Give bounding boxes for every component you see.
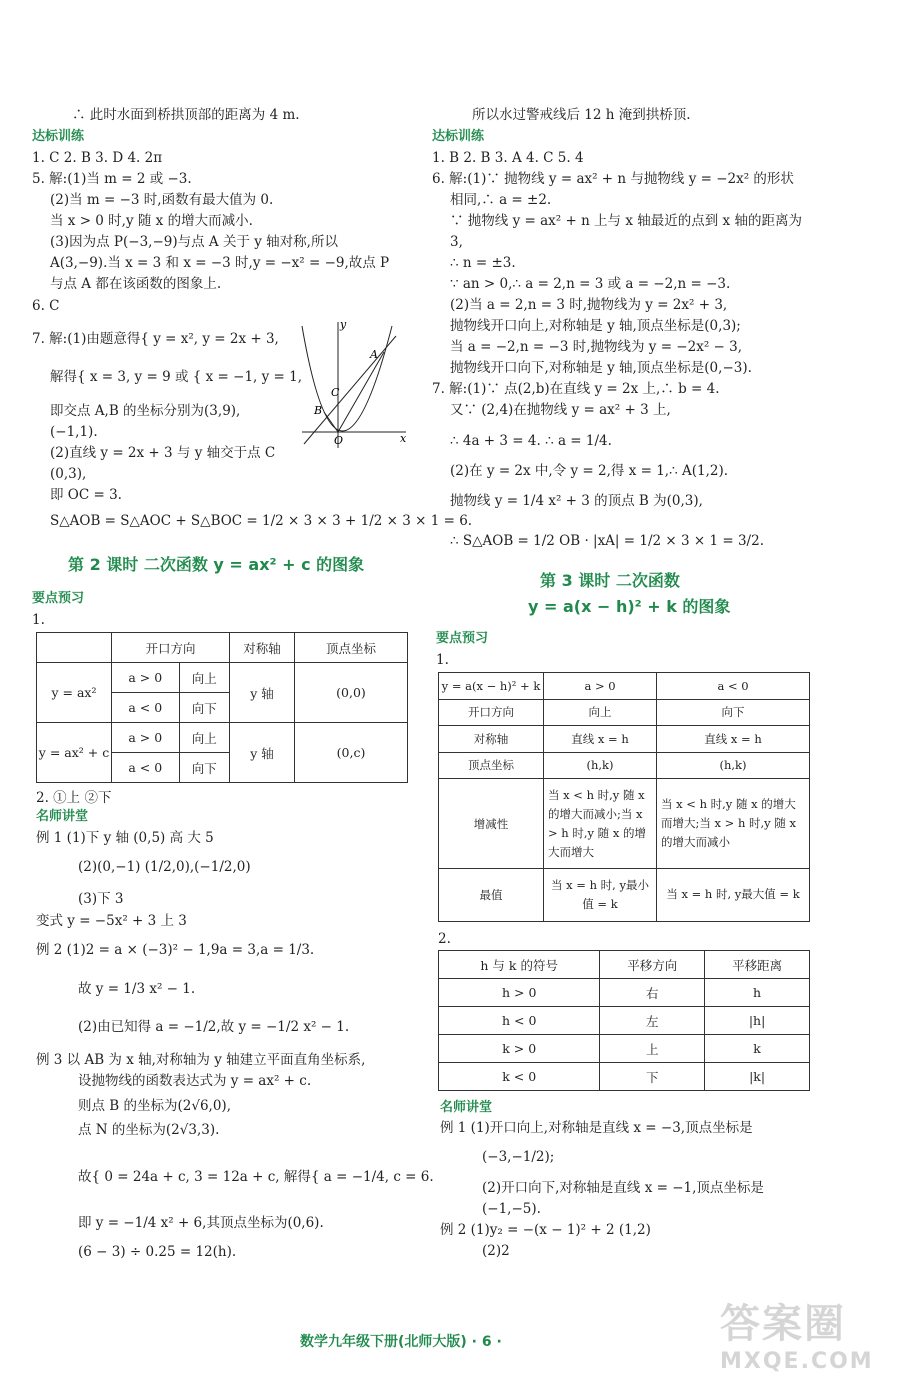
t1-r0-c0: y = ax²	[37, 663, 112, 723]
t3-r0-c2: h	[705, 979, 810, 1007]
left-line-2: 1. C 2. B 3. D 4. 2π	[32, 150, 163, 166]
right-line-11: 当 a = −2,n = −3 时,抛物线为 y = −2x² − 3,	[450, 339, 743, 355]
right-line-15: ∴ 4a + 3 = 4. ∴ a = 1/4.	[450, 433, 612, 449]
right-lecture-2: (2)开口向下,对称轴是直线 x = −1,顶点坐标是	[482, 1180, 764, 1196]
right-lecture-5: (2)2	[482, 1243, 510, 1259]
t2-r3-c1: 当 x < h 时,y 随 x 的增大而减小;当 x > h 时,y 随 x 的增大而增大	[544, 779, 657, 869]
left-line-3: 5. 解:(1)当 m = 2 或 −3.	[32, 171, 192, 187]
t3-r0-c0: h > 0	[439, 979, 600, 1007]
page-footer: 数学九年级下册(北师大版) · 6 ·	[300, 1334, 502, 1350]
graph-label-b: B	[314, 404, 323, 417]
right-line-13: 7. 解:(1)∵ 点(2,b)在直线 y = 2x 上,∴ b = 4.	[432, 381, 720, 397]
left-line-16: 即 OC = 3.	[50, 487, 122, 503]
watermark-logo: 答案圈	[720, 1301, 846, 1347]
left-line-14: (2)直线 y = 2x + 3 与 y 轴交于点 C	[50, 445, 276, 461]
left-lecture-6: (2)由已知得 a = −1/2,故 y = −1/2 x² − 1.	[78, 1019, 350, 1035]
left-lecture-4: 例 2 (1)2 = a × (−3)² − 1,9a = 3,a = 1/3.	[36, 942, 315, 958]
right-line-2: 1. B 2. B 3. A 4. C 5. 4	[432, 150, 584, 166]
t1-r0-c2: 向上	[179, 663, 229, 693]
left-line-9: 6. C	[32, 298, 60, 314]
t1-head-1: 开口方向	[112, 633, 230, 663]
watermark	[720, 1292, 890, 1377]
watermark-url: MXQE.COM	[720, 1349, 874, 1374]
t2-r3-c2: 当 x < h 时,y 随 x 的增大而增大;当 x > h 时,y 随 x 的增大而减小	[657, 779, 810, 869]
graph-label-x: x	[400, 432, 407, 445]
right-lecture-1: (−3,−1/2);	[482, 1149, 555, 1165]
graph-label-o: O	[334, 434, 344, 447]
section-title-lesson3-a: 第 3 课时 二次函数	[540, 571, 680, 590]
right-line-7: ∴ n = ±3.	[450, 255, 516, 271]
left-lecture-13: (6 − 3) ÷ 0.25 = 12(h).	[78, 1244, 237, 1260]
t3-r2-c1: 上	[600, 1035, 705, 1063]
left-line-7: A(3,−9).当 x = 3 和 x = −3 时,y = −x² = −9,故点 P	[50, 255, 390, 271]
left-lecture-11: 故{ 0 = 24a + c, 3 = 12a + c, 解得{ a = −1/4, c = 6.	[78, 1169, 434, 1185]
right-heading-training: 达标训练	[432, 129, 485, 144]
left-line-0: ∴ 此时水面到桥拱顶部的距离为 4 m.	[72, 107, 300, 123]
left-line-8: 与点 A 都在该函数的图象上.	[50, 276, 222, 292]
t2-r0-c2: 向下	[657, 699, 810, 726]
left-line-15: (0,3),	[50, 466, 87, 482]
left-lecture-2: (3)下 3	[78, 891, 124, 907]
right-line-16: (2)在 y = 2x 中,令 y = 2,得 x = 1,∴ A(1,2).	[450, 463, 729, 479]
t2-head-1: a > 0	[544, 673, 657, 700]
left-line-17: S△AOB = S△AOC + S△BOC = 1/2 × 3 × 3 + 1/2 × 3 × 1 = 6.	[50, 513, 473, 529]
right-lecture-label: 名师讲堂	[440, 1100, 493, 1115]
left-lecture-5: 故 y = 1/3 x² − 1.	[78, 981, 196, 997]
t1-r0-c1: a > 0	[112, 663, 180, 693]
t2-r4-c1: 当 x = h 时, y最小值 = k	[544, 868, 657, 921]
t3-r0-c1: 右	[600, 979, 705, 1007]
t1-r1-c2: 向下	[179, 693, 229, 723]
left-lecture-10: 点 N 的坐标为(2√3,3).	[78, 1122, 220, 1138]
right-line-9: (2)当 a = 2,n = 3 时,抛物线为 y = 2x² + 3,	[450, 297, 728, 313]
t3-head-0: h 与 k 的符号	[439, 951, 600, 979]
left-line-5: 当 x > 0 时,y 随 x 的增大而减小.	[50, 213, 253, 229]
t3-r1-c0: h < 0	[439, 1007, 600, 1035]
t2-r2-c1: (h,k)	[544, 752, 657, 779]
left-item1: 1.	[32, 612, 45, 628]
right-line-3: 6. 解:(1)∵ 抛物线 y = ax² + n 与抛物线 y = −2x² 的形状	[432, 171, 794, 187]
left-lecture-8: 设抛物线的函数表达式为 y = ax² + c.	[78, 1073, 312, 1089]
graph-label-c: C	[331, 386, 340, 399]
t1-head-0	[37, 633, 112, 663]
t3-r3-c2: |k|	[705, 1063, 810, 1091]
left-line-6: (3)因为点 P(−3,−9)与点 A 关于 y 轴对称,所以	[50, 234, 338, 250]
right-line-18: ∴ S△AOB = 1/2 OB · |xA| = 1/2 × 3 × 1 = 3/2.	[450, 533, 764, 549]
t1-r2-c1: a > 0	[112, 723, 180, 753]
left-lecture-0: 例 1 (1)下 y 轴 (0,5) 高 大 5	[36, 830, 214, 846]
t3-head-2: 平移距离	[705, 951, 810, 979]
right-line-8: ∵ an > 0,∴ a = 2,n = 3 或 a = −2,n = −3.	[450, 276, 731, 292]
t1-r2-c4: (0,c)	[295, 723, 408, 783]
right-item2: 2.	[438, 931, 451, 947]
right-lecture-3: (−1,−5).	[482, 1201, 541, 1217]
t1-r2-c0: y = ax² + c	[37, 723, 112, 783]
left-lecture-label: 名师讲堂	[36, 809, 89, 824]
t3-r2-c2: k	[705, 1035, 810, 1063]
left-line-11: 解得{ x = 3, y = 9 或 { x = −1, y = 1,	[50, 369, 303, 385]
table-translation	[438, 950, 810, 1091]
t1-head-3: 顶点坐标	[295, 633, 408, 663]
t2-r4-c2: 当 x = h 时, y最大值 = k	[657, 868, 810, 921]
t2-r4-c0: 最值	[439, 868, 544, 921]
t2-r3-c0: 增减性	[439, 779, 544, 869]
right-line-10: 抛物线开口向上,对称轴是 y 轴,顶点坐标是(0,3);	[450, 318, 741, 334]
right-line-14: 又∵ (2,4)在抛物线 y = ax² + 3 上,	[450, 402, 671, 418]
left-item2: 2. ①上 ②下	[36, 790, 112, 806]
t3-r1-c2: |h|	[705, 1007, 810, 1035]
parabola-graph	[296, 316, 416, 450]
right-item1: 1.	[436, 652, 449, 668]
graph-label-a: A	[370, 348, 378, 361]
t1-r2-c2: 向上	[179, 723, 229, 753]
section-title-lesson2: 第 2 课时 二次函数 y = ax² + c 的图象	[68, 555, 365, 574]
t2-r1-c0: 对称轴	[439, 726, 544, 753]
t3-head-1: 平移方向	[600, 951, 705, 979]
left-lecture-12: 即 y = −1/4 x² + 6,其顶点坐标为(0,6).	[78, 1215, 324, 1231]
right-line-12: 抛物线开口向下,对称轴是 y 轴,顶点坐标是(0,−3).	[450, 360, 752, 376]
t1-r1-c1: a < 0	[112, 693, 180, 723]
left-lecture-7: 例 3 以 AB 为 x 轴,对称轴为 y 轴建立平面直角坐标系,	[36, 1052, 366, 1068]
right-preview-label: 要点预习	[436, 631, 489, 646]
t2-r2-c2: (h,k)	[657, 752, 810, 779]
t3-r2-c0: k > 0	[439, 1035, 600, 1063]
right-lecture-4: 例 2 (1)y₂ = −(x − 1)² + 2 (1,2)	[440, 1222, 651, 1238]
t1-r0-c3: y 轴	[230, 663, 295, 723]
t3-r3-c1: 下	[600, 1063, 705, 1091]
section-title-lesson3-b: y = a(x − h)² + k 的图象	[528, 597, 731, 616]
t1-r0-c4: (0,0)	[295, 663, 408, 723]
t2-head-2: a < 0	[657, 673, 810, 700]
left-line-12: 即交点 A,B 的坐标分别为(3,9),	[50, 403, 241, 419]
t1-head-2: 对称轴	[230, 633, 295, 663]
t1-r3-c2: 向下	[179, 753, 229, 783]
t3-r1-c1: 左	[600, 1007, 705, 1035]
t2-r0-c1: 向上	[544, 699, 657, 726]
right-line-0: 所以水过警戒线后 12 h 淹到拱桥顶.	[472, 107, 691, 123]
table-lesson2	[36, 632, 408, 783]
right-line-6: 3,	[450, 234, 463, 250]
t2-r1-c1: 直线 x = h	[544, 726, 657, 753]
t2-r1-c2: 直线 x = h	[657, 726, 810, 753]
left-heading-training: 达标训练	[32, 129, 85, 144]
left-line-13: (−1,1).	[50, 424, 98, 440]
t1-r2-c3: y 轴	[230, 723, 295, 783]
right-line-17: 抛物线 y = 1/4 x² + 3 的顶点 B 为(0,3),	[450, 493, 703, 509]
t1-r3-c1: a < 0	[112, 753, 180, 783]
left-lecture-3: 变式 y = −5x² + 3 上 3	[36, 913, 187, 929]
left-line-10: 7. 解:(1)由题意得{ y = x², y = 2x + 3,	[32, 331, 279, 347]
t2-r0-c0: 开口方向	[439, 699, 544, 726]
left-preview-label: 要点预习	[32, 591, 85, 606]
t2-r2-c0: 顶点坐标	[439, 752, 544, 779]
right-lecture-0: 例 1 (1)开口向上,对称轴是直线 x = −3,顶点坐标是	[440, 1120, 753, 1136]
left-line-4: (2)当 m = −3 时,函数有最大值为 0.	[50, 192, 274, 208]
left-lecture-1: (2)(0,−1) (1/2,0),(−1/2,0)	[78, 859, 251, 875]
graph-label-y: y	[340, 318, 347, 331]
t3-r3-c0: k < 0	[439, 1063, 600, 1091]
right-line-5: ∵ 抛物线 y = ax² + n 上与 x 轴最近的点到 x 轴的距离为	[450, 213, 802, 229]
left-lecture-9: 则点 B 的坐标为(2√6,0),	[78, 1098, 231, 1114]
t2-head-0: y = a(x − h)² + k	[439, 673, 544, 700]
table-lesson3-properties	[438, 672, 810, 922]
right-line-4: 相同,∴ a = ±2.	[450, 192, 552, 208]
